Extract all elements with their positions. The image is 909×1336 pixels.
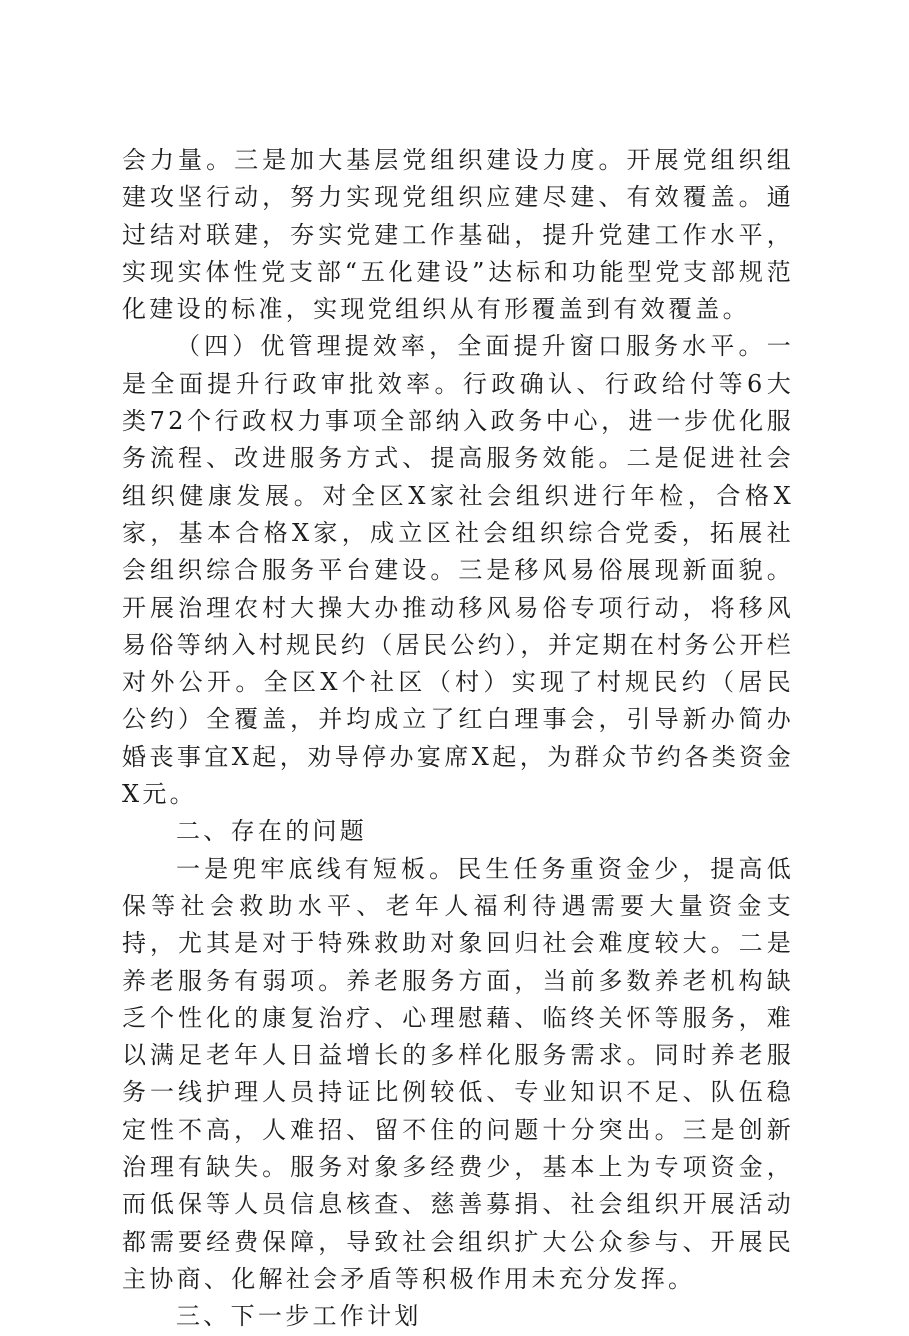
paragraph-section-four: （四）优管理提效率，全面提升窗口服务水平。一是全面提升行政审批效率。行政确认、行政给付等6大类72个行政权力事项全部纳入政务中心，进一步优化服务流程、改进服务方式、提高服务效能。二是促进社会组织健康发展。对全区X家社会组织进行年检，合格X家，基本合格X家，成立区社会组织综合党委，拓展社会组织综合服务平台建设。三是移风易俗展现新面貌。开展治理农村大操大办推动移风易俗专项行动，将移风易俗等纳入村规民约（居民公约），并定期在村务公开栏对外公开。全区X个社区（村）实现了村规民约（居民公约）全覆盖，并均成立了红白理事会，引导新办简办婚丧事宜X起，劝导停办宴席X起，为群众节约各类资金X元。: [122, 332, 794, 809]
paragraph-continuation: 会力量。三是加大基层党组织建设力度。开展党组织组建攻坚行动，努力实现党组织应建尽建、有效覆盖。通过结对联建，夯实党建工作基础，提升党建工作水平，实现实体性党支部“五化建设”达标和功能型党支部规范化建设的标准，实现党组织从有形覆盖到有效覆盖。: [122, 146, 794, 324]
paragraph-problems: 一是兜牢底线有短板。民生任务重资金少，提高低保等社会救助水平、老年人福利待遇需要大量资金支持，尤其是对于特殊救助对象回归社会难度较大。二是养老服务有弱项。养老服务方面，当前多数养老机构缺乏个性化的康复治疗、心理慰藉、临终关怀等服务，难以满足老年人日益增长的多样化服务需求。同时养老服务一线护理人员持证比例较低、专业知识不足、队伍稳定性不高，人难招、留不住的问题十分突出。三是创新治理有缺失。服务对象多经费少，基本上为专项资金，而低保等人员信息核查、慈善募捐、社会组织开展活动都需要经费保障，导致社会组织扩大公众参与、开展民主协商、化解社会矛盾等积极作用未充分发挥。: [122, 854, 794, 1293]
document-body: [122, 142, 794, 1336]
section-heading-next-plan: 三、下一步工作计划: [176, 1302, 422, 1331]
section-heading-problems: 二、存在的问题: [176, 817, 368, 846]
